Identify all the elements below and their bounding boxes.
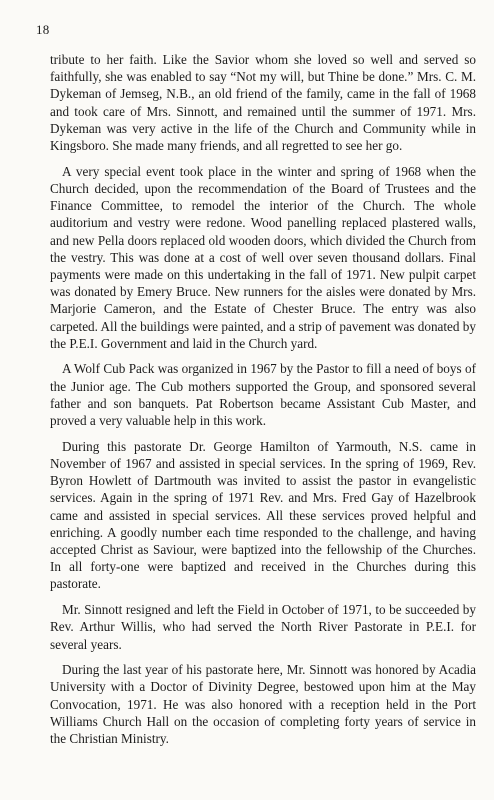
body-text	[50, 51, 476, 756]
paragraph: During this pastorate Dr. George Hamilton of Yarmouth, N.S. came in November of 1967 and assisted in special services. In the spring of 1969, Rev. Byron Howlett of Dartmouth was invited to assist the pastor in evangelistic services. Again in the spring of 1971 Rev. and Mrs. Fred Gay of Hazelbrook came and assisted in special services. All these services proved helpful and enriching. A goodly number each time responded to the challenge, and having accepted Christ as Saviour, were baptized into the fellowship of the Churches. In all forty-one were baptized and received in the Churches during this pastorate.	[50, 438, 476, 592]
paragraph: Mr. Sinnott resigned and left the Field in October of 1971, to be succeeded by Rev. Arthur Willis, who had served the North River Pastorate in P.E.I. for several years.	[50, 602, 476, 652]
paragraph: A Wolf Cub Pack was organized in 1967 by the Pastor to fill a need of boys of the Junior age. The Cub mothers supported the Group, and sponsored several father and son banquets. Pat Robertson became Assistant Cub Master, and proved a very valuable help in this work.	[50, 361, 476, 429]
paragraph: During the last year of his pastorate here, Mr. Sinnott was honored by Acadia University with a Doctor of Divinity Degree, bestowed upon him at the May Convocation, 1971. He was also honored with a reception held in the Port Williams Church Hall on the occasion of completing forty years of service in the Christian Ministry.	[50, 662, 476, 747]
paragraph: A very special event took place in the winter and spring of 1968 when the Church decided, upon the recommendation of the Board of Trustees and the Finance Committee, to remodel the interior of the Church. The whole auditorium and vestry were redone. Wood panelling replaced plastered walls, and new Pella doors replaced old wooden doors, which divided the Church from the vestry. This was done at a cost of well over seven thousand dollars. Final payments were made on this undertaking in the fall of 1971. New pulpit carpet was donated by Emery Bruce. New runners for the aisles were donated by Mrs. Marjorie Cameron, and the Estate of Chester Bruce. The entry was also carpeted. All the buildings were painted, and a strip of pavement was donated by the P.E.I. Government and laid in the Church yard.	[50, 163, 476, 351]
paragraph: tribute to her faith. Like the Savior whom she loved so well and served so faithfully, she was enabled to say “Not my will, but Thine be done.” Mrs. C. M. Dykeman of Jemseg, N.B., an old friend of the family, came in the fall of 1968 and took care of Mrs. Sinnott, and remained until the summer of 1971. Mrs. Dykeman was very active in the life of the Church and Community while in Kingsboro. She made many friends, and all regretted to see her go.	[50, 52, 476, 154]
page-number: 18	[36, 22, 50, 37]
